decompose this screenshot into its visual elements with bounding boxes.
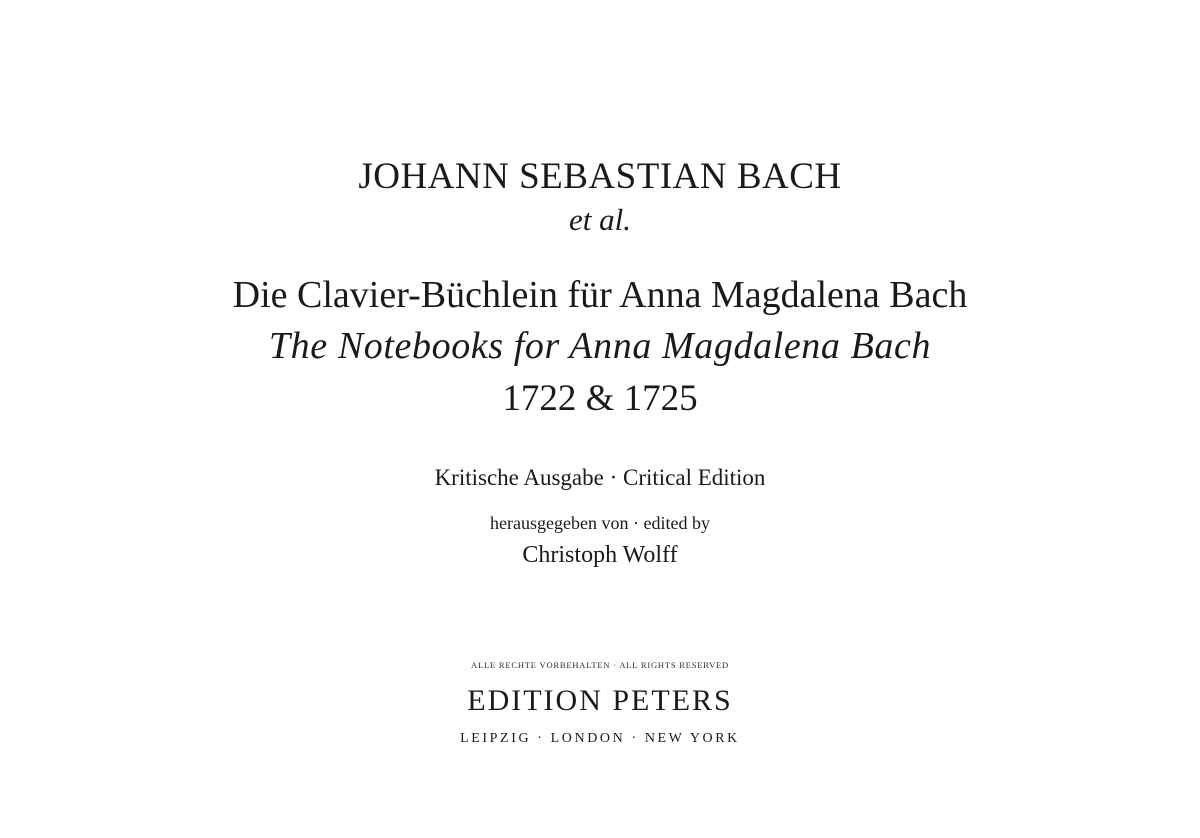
editor-name: Christoph Wolff [522, 542, 678, 568]
publisher-cities: LEIPZIG · LONDON · NEW YORK [460, 731, 740, 746]
title-years: 1722 & 1725 [502, 378, 698, 419]
composer-suffix: et al. [569, 202, 631, 237]
publisher-name: EDITION PETERS [467, 684, 733, 717]
title-german: Die Clavier-Büchlein für Anna Magdalena Bach [232, 274, 968, 316]
edited-by-label: herausgegeben von · edited by [490, 513, 710, 533]
edition-type: Kritische Ausgabe · Critical Edition [434, 465, 766, 490]
title-english: The Notebooks for Anna Magdalena Bach [268, 325, 932, 367]
rights-notice: ALLE RECHTE VORBEHALTEN · ALL RIGHTS RESERVED [471, 660, 729, 670]
composer-name: JOHANN SEBASTIAN BACH [358, 156, 842, 197]
